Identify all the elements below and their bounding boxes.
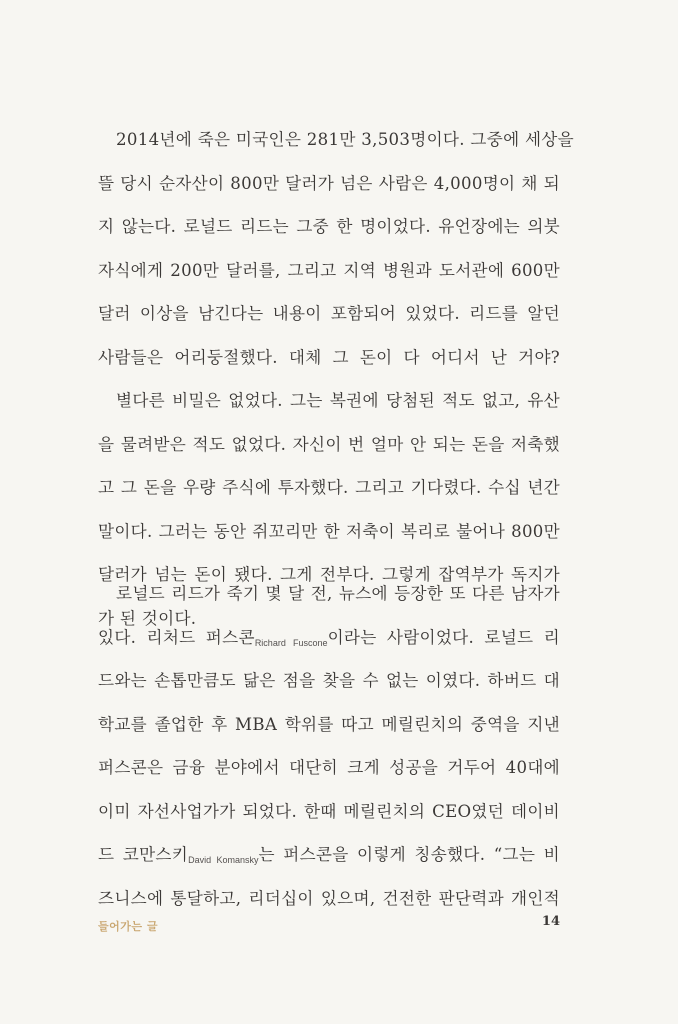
text-fragment: 는 퍼스콘을 이렇게 칭송했다. “그는 비 — [258, 845, 560, 864]
text-line — [98, 833, 560, 877]
text-fragment: 있다. 리처드 퍼스콘 — [98, 627, 255, 647]
text-fragment: 이라는 사람이었다. 로널드 리 — [327, 627, 560, 647]
text-line: 가 된 것이다. — [98, 608, 197, 628]
text-line: 이미 자선사업가가 되었다. 한때 메릴린치의 CEO였던 데이비 — [98, 801, 560, 821]
text-line: 2014년에 죽은 미국인은 281만 3,503명이다. 그중에 세상을 — [116, 130, 574, 149]
text-line: 사람들은 어리둥절했다. 대체 그 돈이 다 어디서 난 거야? — [98, 347, 560, 367]
text-line: 을 물려받은 적도 없었다. 자신이 번 얼마 안 되는 돈을 저축했 — [98, 434, 560, 454]
text-fragment: 드 코만스키 — [98, 845, 189, 864]
body-text-top — [98, 118, 574, 640]
english-name-david-komansky: David Komansky — [188, 855, 259, 865]
text-line: 자식에게 200만 달러를, 그리고 지역 병원과 도서관에 600만 — [98, 260, 560, 280]
text-line: 고 그 돈을 우량 주식에 투자했다. 그리고 기다렸다. 수십 년간 — [98, 478, 560, 497]
text-line: 즈니스에 통달하고, 리더십이 있으며, 건전한 판단력과 개인적 — [98, 888, 560, 908]
body-text-bottom — [98, 572, 560, 920]
text-line: 드와는 손톱만큼도 닮은 점을 찾을 수 없는 이였다. 하버드 대 — [98, 671, 560, 690]
english-name-richard-fuscone: Richard Fuscone — [254, 637, 328, 648]
text-line: 학교를 졸업한 후 MBA 학위를 따고 메릴린치의 중역을 지낸 — [98, 714, 560, 734]
text-line: 말이다. 그러는 동안 쥐꼬리만 한 저축이 복리로 불어나 800만 — [98, 521, 560, 541]
text-line: 로널드 리드가 죽기 몇 달 전, 뉴스에 등장한 또 다른 남자가 — [116, 584, 560, 603]
text-line: 퍼스콘은 금융 분야에서 대단히 크게 성공을 거두어 40대에 — [98, 758, 560, 777]
page-number: 14 — [541, 914, 560, 929]
section-title: 들어가는 글 — [98, 920, 158, 933]
text-line — [98, 616, 560, 660]
text-line: 별다른 비밀은 없었다. 그는 복권에 당첨된 적도 없고, 유산 — [116, 391, 560, 410]
text-line: 뜰 당시 순자산이 800만 달러가 넘은 사람은 4,000명이 채 되 — [98, 173, 560, 193]
text-line: 달러 이상을 남긴다는 내용이 포함되어 있었다. 리드를 알던 — [98, 304, 560, 323]
text-line: 달러가 넘는 돈이 됐다. 그게 전부다. 그렇게 잡역부가 독지가 — [98, 565, 560, 584]
text-line: 지 않는다. 로널드 리드는 그중 한 명이었다. 유언장에는 의붓 — [98, 217, 560, 236]
